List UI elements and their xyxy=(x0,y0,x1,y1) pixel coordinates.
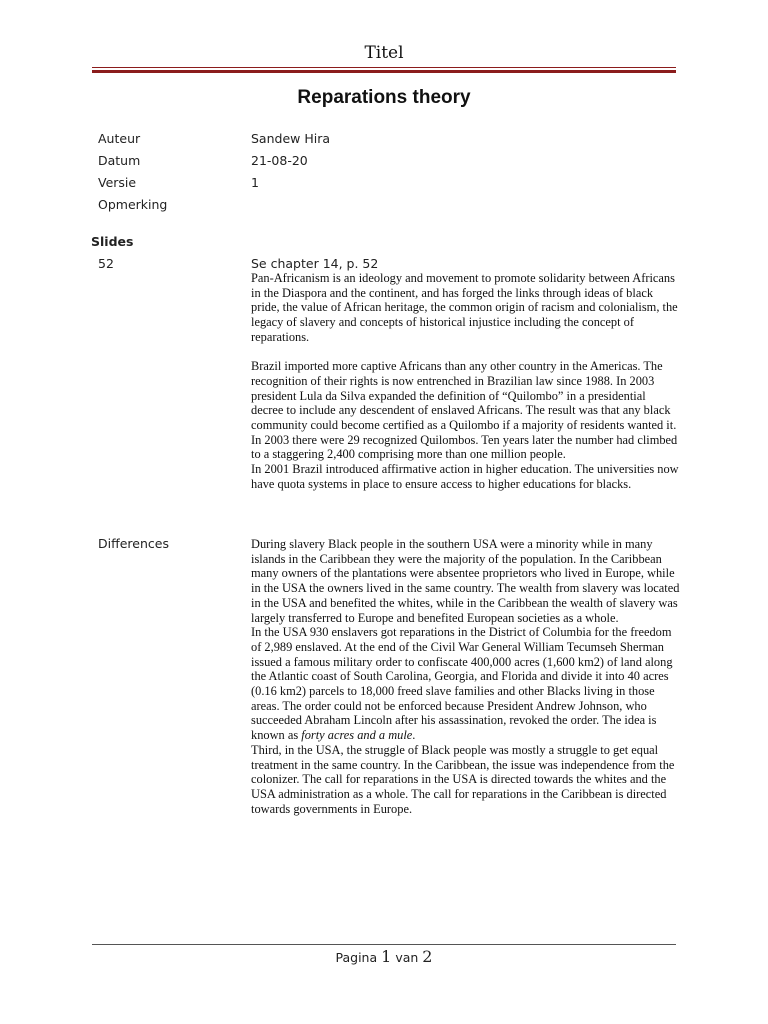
meta-row-date xyxy=(0,153,768,175)
meta-value: 21-08-20 xyxy=(251,153,308,168)
paragraph: During slavery Black people in the southern USA were a minority while in many islands in the Caribbean they were the majority of the population. In the Caribbean many owners of the plantations were absentee proprietors who lived in Europe, while in the USA the owners lived in the same country. The wealth from slavery was located in the USA and benefited the whites, while in the Caribbean the wealth of slavery was largely transferred to Europe and benefited European societies as a whole. xyxy=(251,537,680,625)
footer-middle: van xyxy=(395,950,419,965)
paragraph xyxy=(251,625,681,743)
meta-label: Datum xyxy=(98,153,141,168)
slide-row-heading: Se chapter 14, p. 52 xyxy=(251,256,379,271)
emphasis-text: forty acres and a mule xyxy=(301,728,413,743)
paragraph-text: In the USA 930 enslavers got reparations in the District of Columbia for the freedom of 2,989 enslaved. At the end of the Civil War General William Tecumseh Sherman issued a famous military order to confiscate 400,000 acres (1,600 km2) of land along the Atlantic coast of South Carolina, Georgia, and Florida and divide it into 40 acres (0.16 km2) parcels to 18,000 freed slave families and other Blacks living in those areas. The order could not be enforced because President Andrew Johnson, who succeeded Abraham Lincoln after his assassination, revoked the order. The idea is known as xyxy=(251,625,673,743)
slides-heading: Slides xyxy=(91,234,134,249)
meta-row-author xyxy=(0,131,768,153)
meta-row-version xyxy=(0,175,768,197)
header-rule-bottom xyxy=(92,70,676,73)
paragraph: Brazil imported more captive Africans than any other country in the Americas. The recognition of their rights is now entrenched in Brazilian law since 1988. In 2003 president Lula da Silva expanded the definition of “Quilombo” in a presidential decree to include any descendent of enslaved Africans. The result was that any black community could become certified as a Quilombo if a majority of residents wanted it. In 2003 there were 29 recognized Quilombos. Ten years later the number had climbed to a staggering 2,400 comprising more than one million people. xyxy=(251,359,678,462)
paragraph-gap xyxy=(251,345,681,360)
paragraph-text: . xyxy=(412,728,416,743)
paragraph: Third, in the USA, the struggle of Black people was mostly a struggle to get equal treatment in the same country. In the Caribbean, the issue was independence from the colonizer. The call for reparations in the USA is directed towards the whites and the USA administration as a whole. The call for reparations in the Caribbean is directed towards governments in Europe. xyxy=(251,742,675,816)
meta-label: Auteur xyxy=(98,131,141,146)
paragraph: In 2001 Brazil introduced affirmative action in higher education. The universities now have quota systems in place to ensure access to higher educations for blacks. xyxy=(251,462,679,491)
meta-label: Versie xyxy=(98,175,137,190)
footer-prefix: Pagina xyxy=(335,950,378,965)
meta-row-remark xyxy=(0,197,768,219)
slide-row-label: 52 xyxy=(98,256,114,271)
footer-page-number: 1 xyxy=(381,947,392,966)
paragraph: Pan-Africanism is an ideology and movement to promote solidarity between Africans in the Diaspora and the continent, and has forged the links through ideas of black pride, the value of African heritage, the common origin of racism and colonialism, the legacy of slavery and concepts of historical injustice including the concept of reparations. xyxy=(251,271,678,344)
page-header-title: Titel xyxy=(364,43,404,63)
page-footer xyxy=(0,947,768,966)
footer-rule xyxy=(92,944,676,945)
slide-row-body xyxy=(251,271,681,492)
meta-value: 1 xyxy=(251,175,259,190)
header-rule-top xyxy=(92,67,676,68)
meta-label: Opmerking xyxy=(98,197,168,212)
footer-page-total: 2 xyxy=(422,947,433,966)
slide-row-body xyxy=(251,537,681,816)
document-title: Reparations theory xyxy=(297,87,471,108)
meta-value: Sandew Hira xyxy=(251,131,331,146)
slide-row-label: Differences xyxy=(98,536,169,551)
